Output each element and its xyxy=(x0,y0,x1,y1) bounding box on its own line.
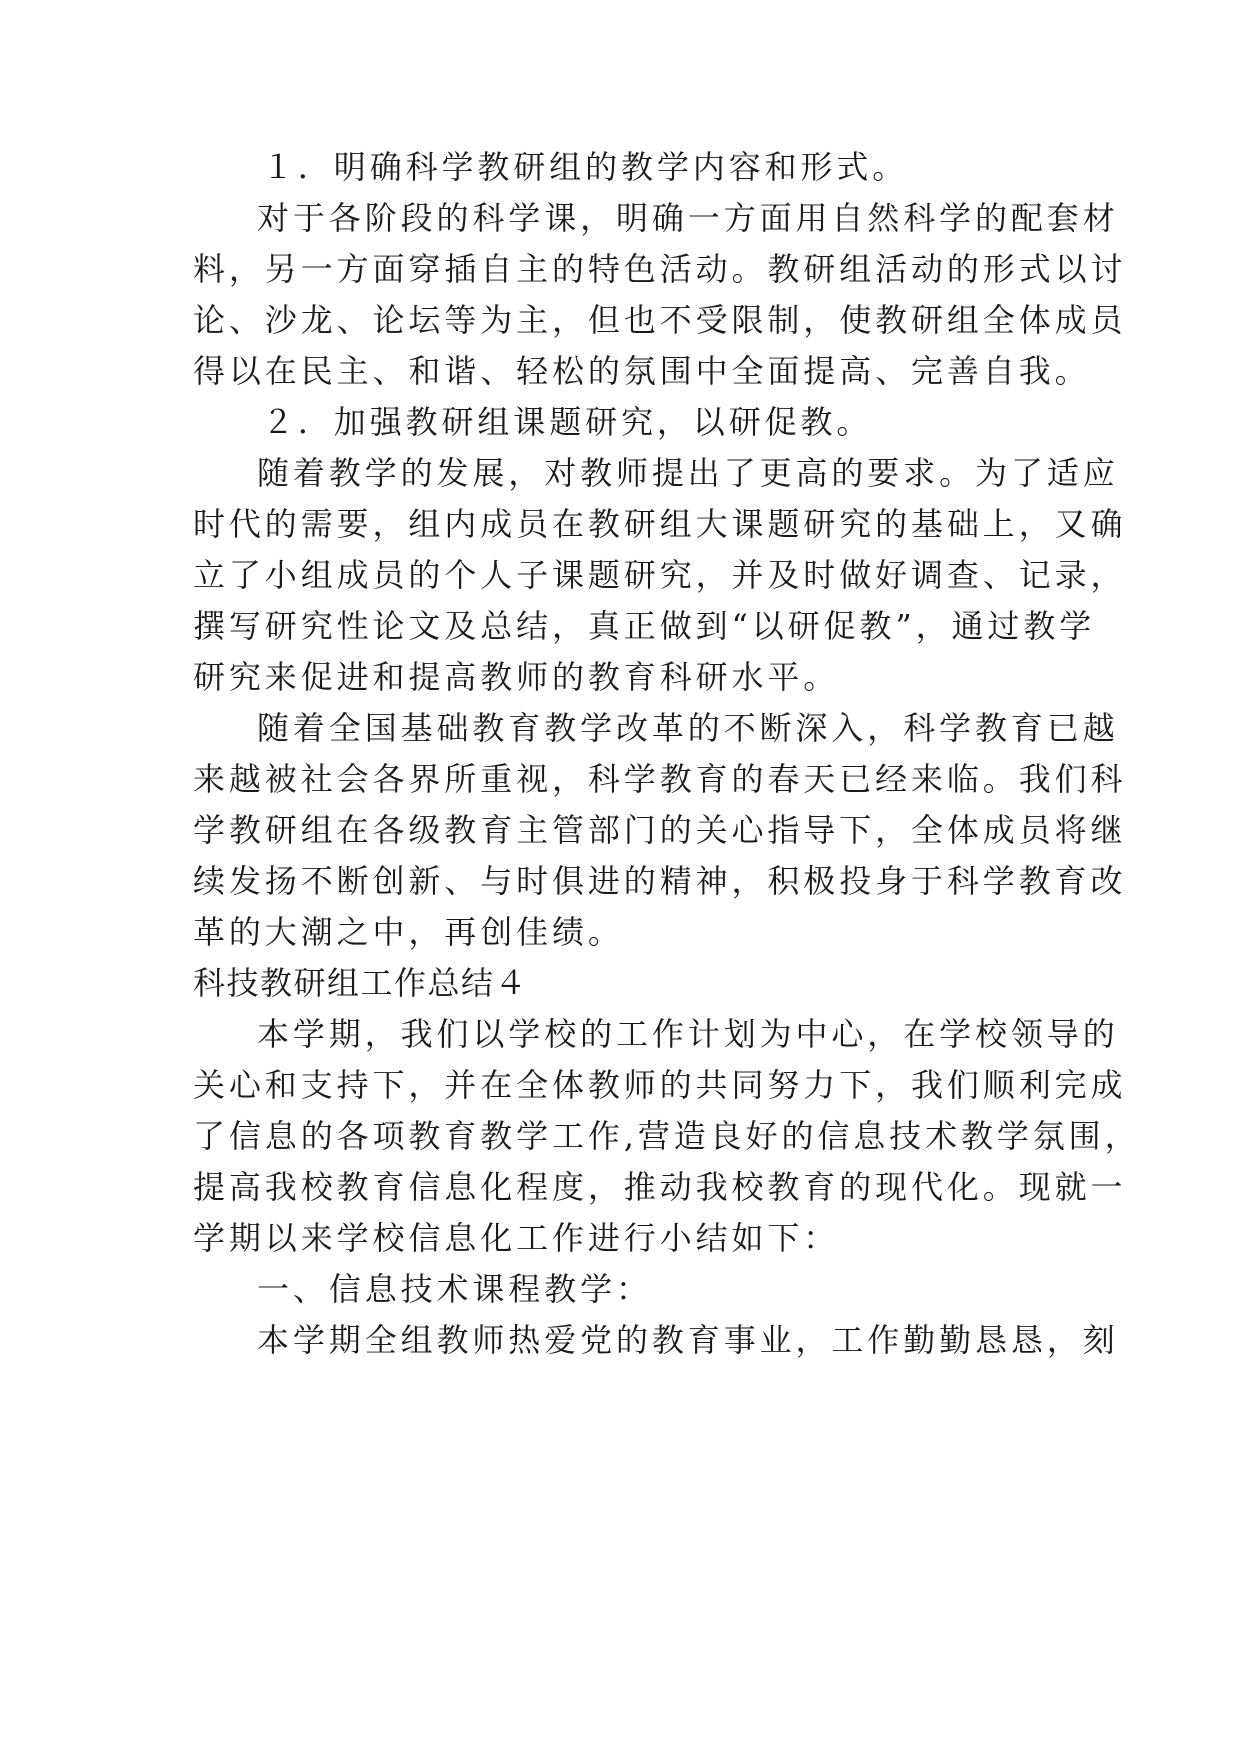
paragraph-line: 随着教学的发展，对教师提出了更高的要求。为了适应 xyxy=(257,454,1119,492)
paragraph-line: 撰写研究性论文及总结，真正做到“以研促教”，通过教学 xyxy=(193,607,1096,645)
paragraph-line: 关心和支持下，并在全体教师的共同努力下，我们顺利完成 xyxy=(193,1066,1127,1104)
paragraph-line: 革的大潮之中，再创佳绩。 xyxy=(193,913,624,951)
section-heading-1: １．明确科学教研组的教学内容和形式。 xyxy=(262,148,909,186)
paragraph-line: 来越被社会各界所重视，科学教育的春天已经来临。我们科 xyxy=(193,760,1127,798)
paragraph-line: 时代的需要，组内成员在教研组大课题研究的基础上，又确 xyxy=(193,505,1127,543)
section-heading-2: ２．加强教研组课题研究，以研促教。 xyxy=(262,403,873,441)
paragraph-line: 学教研组在各级教育主管部门的关心指导下，全体成员将继 xyxy=(193,811,1127,849)
paragraph-line: 了信息的各项教育教学工作,营造良好的信息技术教学氛围， xyxy=(193,1117,1141,1155)
section-heading-3: 一、信息技术课程教学： xyxy=(257,1270,652,1308)
paragraph-line: 研究来促进和提高教师的教育科研水平。 xyxy=(193,658,840,696)
paragraph-line: 续发扬不断创新、与时俱进的精神，积极投身于科学教育改 xyxy=(193,862,1127,900)
paragraph-line: 料，另一方面穿插自主的特色活动。教研组活动的形式以讨 xyxy=(193,250,1127,288)
paragraph-line: 论、沙龙、论坛等为主，但也不受限制，使教研组全体成员 xyxy=(193,301,1127,339)
document-title: 科技教研组工作总结４ xyxy=(193,964,529,1002)
paragraph-line: 本学期，我们以学校的工作计划为中心，在学校领导的 xyxy=(257,1015,1119,1053)
paragraph-line: 随着全国基础教育教学改革的不断深入，科学教育已越 xyxy=(257,709,1119,747)
paragraph-line: 得以在民主、和谐、轻松的氛围中全面提高、完善自我。 xyxy=(193,352,1091,390)
paragraph-line: 学期以来学校信息化工作进行小结如下： xyxy=(193,1219,840,1257)
paragraph-line: 对于各阶段的科学课，明确一方面用自然科学的配套材 xyxy=(257,199,1119,237)
paragraph-line: 本学期全组教师热爱党的教育事业，工作勤勤恳恳，刻 xyxy=(257,1321,1119,1359)
paragraph-line: 立了小组成员的个人子课题研究，并及时做好调查、记录， xyxy=(193,556,1127,594)
paragraph-line: 提高我校教育信息化程度，推动我校教育的现代化。现就一 xyxy=(193,1168,1127,1206)
